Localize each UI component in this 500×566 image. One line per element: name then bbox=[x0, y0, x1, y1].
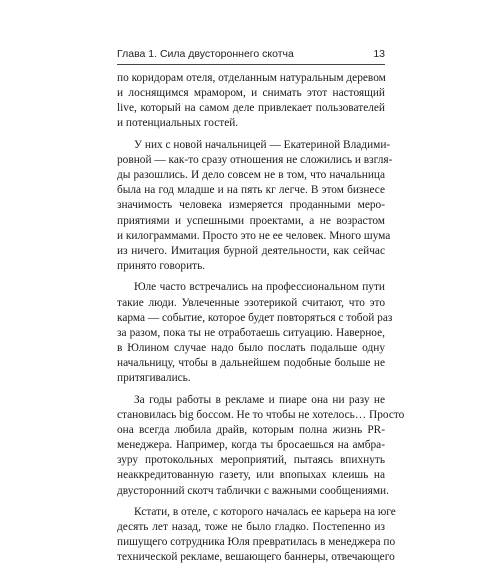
text-line: технической рекламе, вешающего баннеры, отвечающего bbox=[117, 551, 395, 564]
page-header bbox=[117, 48, 385, 64]
text-line: Кстати, в отеле, с которого началась ее карьера на юге bbox=[134, 505, 396, 518]
text-line: значимость человека измеряется проданными меро- bbox=[117, 199, 385, 212]
text-line: за разом, пока ты не отработаешь ситуацию. Наверное, bbox=[117, 326, 385, 339]
text-line: live, который на самом деле привлекает пользователей bbox=[117, 102, 385, 115]
text-line: двусторонний скотч таблички с важными сообщениями. bbox=[117, 484, 389, 497]
text-line: и лоснящимся мрамором, и снимать этот настоящий bbox=[117, 87, 385, 100]
text-line: приятиями и успешными проектами, а не возрастом bbox=[117, 214, 385, 227]
text-line: она всегда любила драйв, которым полна жизнь PR- bbox=[117, 423, 385, 436]
text-line: зуру протокольных мероприятий, пытаясь впихнуть bbox=[117, 454, 385, 467]
text-line: и потенциальных гостей. bbox=[117, 117, 239, 130]
text-line: притягивались. bbox=[117, 372, 191, 385]
paragraph bbox=[117, 393, 405, 499]
text-line: менеджера. Например, когда ты бросаешься на амбра- bbox=[117, 439, 385, 452]
text-line: из ничего. Имитация бурной деятельности, как сейчас bbox=[117, 244, 385, 257]
header-rule bbox=[117, 64, 385, 65]
paragraph bbox=[117, 71, 385, 132]
text-line: в Юлином случае надо было послать подальше одну bbox=[117, 341, 385, 354]
text-line: пишущего сотрудника Юля превратилась в менеджера по bbox=[117, 536, 396, 549]
text-line: начальницу, чтобы в дальнейшем подобные больше не bbox=[117, 357, 385, 370]
text-line: такие люди. Увлеченные эзотерикой считают, что это bbox=[117, 296, 385, 309]
text-line: становилась big боссом. Не то чтобы не хотелось… Просто bbox=[117, 408, 405, 421]
text-line: За годы работы в рекламе и пиаре она ни разу не bbox=[134, 393, 385, 406]
body-text bbox=[117, 71, 405, 566]
text-line: У них с новой начальницей — Екатериной Владими- bbox=[134, 138, 391, 151]
text-line: Юле часто встречались на профессиональном пути bbox=[134, 281, 385, 294]
text-line: по коридорам отеля, отделанным натуральным деревом bbox=[117, 72, 386, 84]
text-line: неаккредитованную газету, или впопыхах клеишь на bbox=[117, 469, 385, 482]
running-title: Глава 1. Сила двустороннего скотча bbox=[117, 48, 294, 60]
text-line: была на год младше и на пять кг легче. В этом бизнесе bbox=[117, 184, 385, 197]
page-number: 13 bbox=[373, 48, 385, 60]
paragraph bbox=[117, 505, 396, 566]
text-line: ровной — как-то сразу отношения не сложились и взгля- bbox=[117, 154, 393, 166]
text-line: принято говорить. bbox=[117, 259, 206, 272]
paragraph bbox=[117, 138, 393, 274]
text-line: ды разошлись. И дело совсем не в том, что начальница bbox=[117, 169, 385, 182]
text-line: десять лет назад, тоже не было гладко. Постепенно из bbox=[117, 521, 385, 534]
paragraph bbox=[117, 280, 393, 386]
text-line: и килограммами. Просто это не ее человек. Много шума bbox=[117, 229, 391, 242]
text-line: карма — событие, которое будет повторяться с тобой раз bbox=[117, 311, 393, 324]
